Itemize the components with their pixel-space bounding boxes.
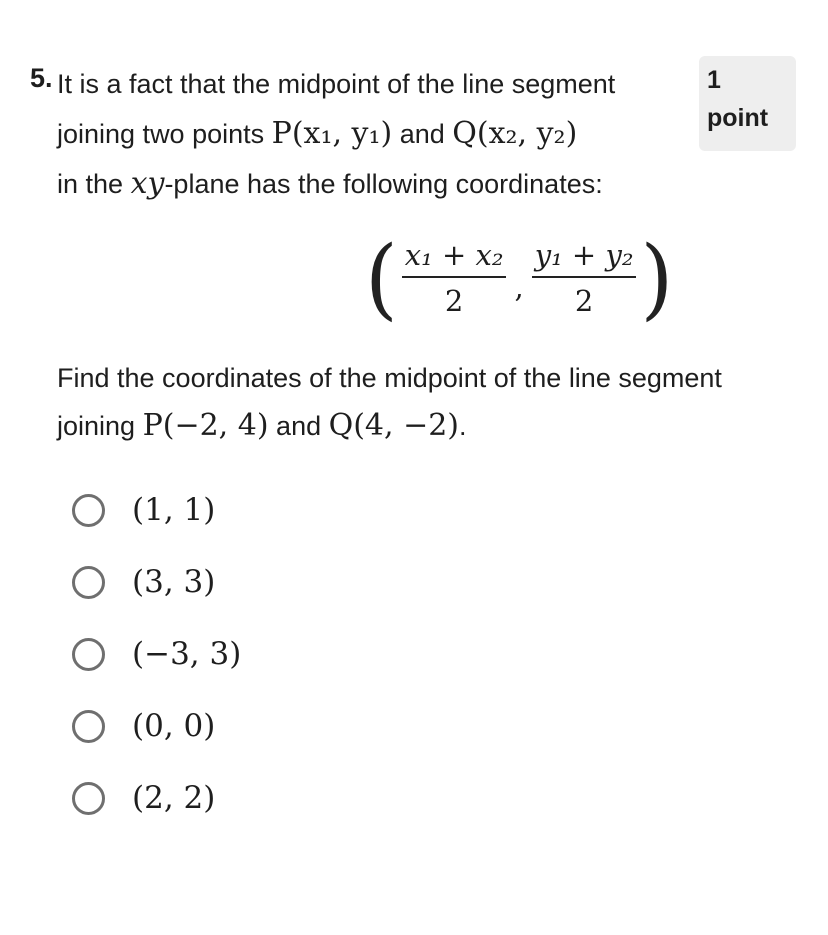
option-4[interactable]: [72, 702, 241, 750]
answer-options: [72, 486, 241, 846]
xy-symbol: xy: [130, 166, 165, 201]
radio-button[interactable]: [72, 710, 105, 743]
option-label: (−3, 3): [132, 636, 242, 672]
prompt-period: .: [459, 411, 467, 441]
radio-button[interactable]: [72, 494, 105, 527]
prompt-text: Find the coordinates of the midpoint of the line segment joining: [57, 363, 722, 441]
question-intro: [57, 60, 697, 209]
radio-button[interactable]: [72, 566, 105, 599]
point-p-general: P(x₁, y₁): [271, 116, 393, 151]
option-label: (2, 2): [132, 780, 216, 816]
point-q-specific: Q(4, −2): [328, 408, 459, 443]
right-paren: ): [640, 226, 674, 330]
prompt-and: and: [268, 411, 329, 441]
point-p-specific: P(−2, 4): [142, 408, 269, 443]
option-3[interactable]: [72, 630, 241, 678]
midpoint-formula: [365, 228, 673, 328]
option-label: (0, 0): [132, 708, 216, 744]
intro-and: and: [392, 119, 453, 149]
radio-button[interactable]: [72, 638, 105, 671]
intro-text-1: It is a fact that the midpoint of the line segment joining two points: [57, 69, 616, 149]
question-prompt: [57, 355, 737, 450]
option-label: (3, 3): [132, 564, 216, 600]
question-number: 5.: [30, 63, 53, 93]
fraction-y: [528, 238, 641, 318]
numerator-x: x₁ + x₂: [404, 238, 504, 272]
fraction-x: [398, 238, 511, 318]
option-1[interactable]: [72, 486, 241, 534]
points-value: 1: [707, 66, 721, 94]
point-q-general: Q(x₂, y₂): [452, 116, 578, 151]
left-paren: (: [365, 226, 398, 330]
intro-text-2: in the: [57, 169, 131, 199]
denominator-y: 2: [574, 284, 594, 318]
formula-comma: ,: [514, 270, 524, 304]
option-label: (1, 1): [132, 492, 216, 528]
option-5[interactable]: [72, 774, 241, 822]
points-label: point: [707, 104, 769, 132]
option-2[interactable]: [72, 558, 241, 606]
points-badge: [699, 56, 796, 151]
numerator-y: y₁ + y₂: [534, 238, 634, 272]
denominator-x: 2: [444, 284, 464, 318]
intro-text-3: -plane has the following coordinates:: [164, 169, 603, 199]
radio-button[interactable]: [72, 782, 105, 815]
